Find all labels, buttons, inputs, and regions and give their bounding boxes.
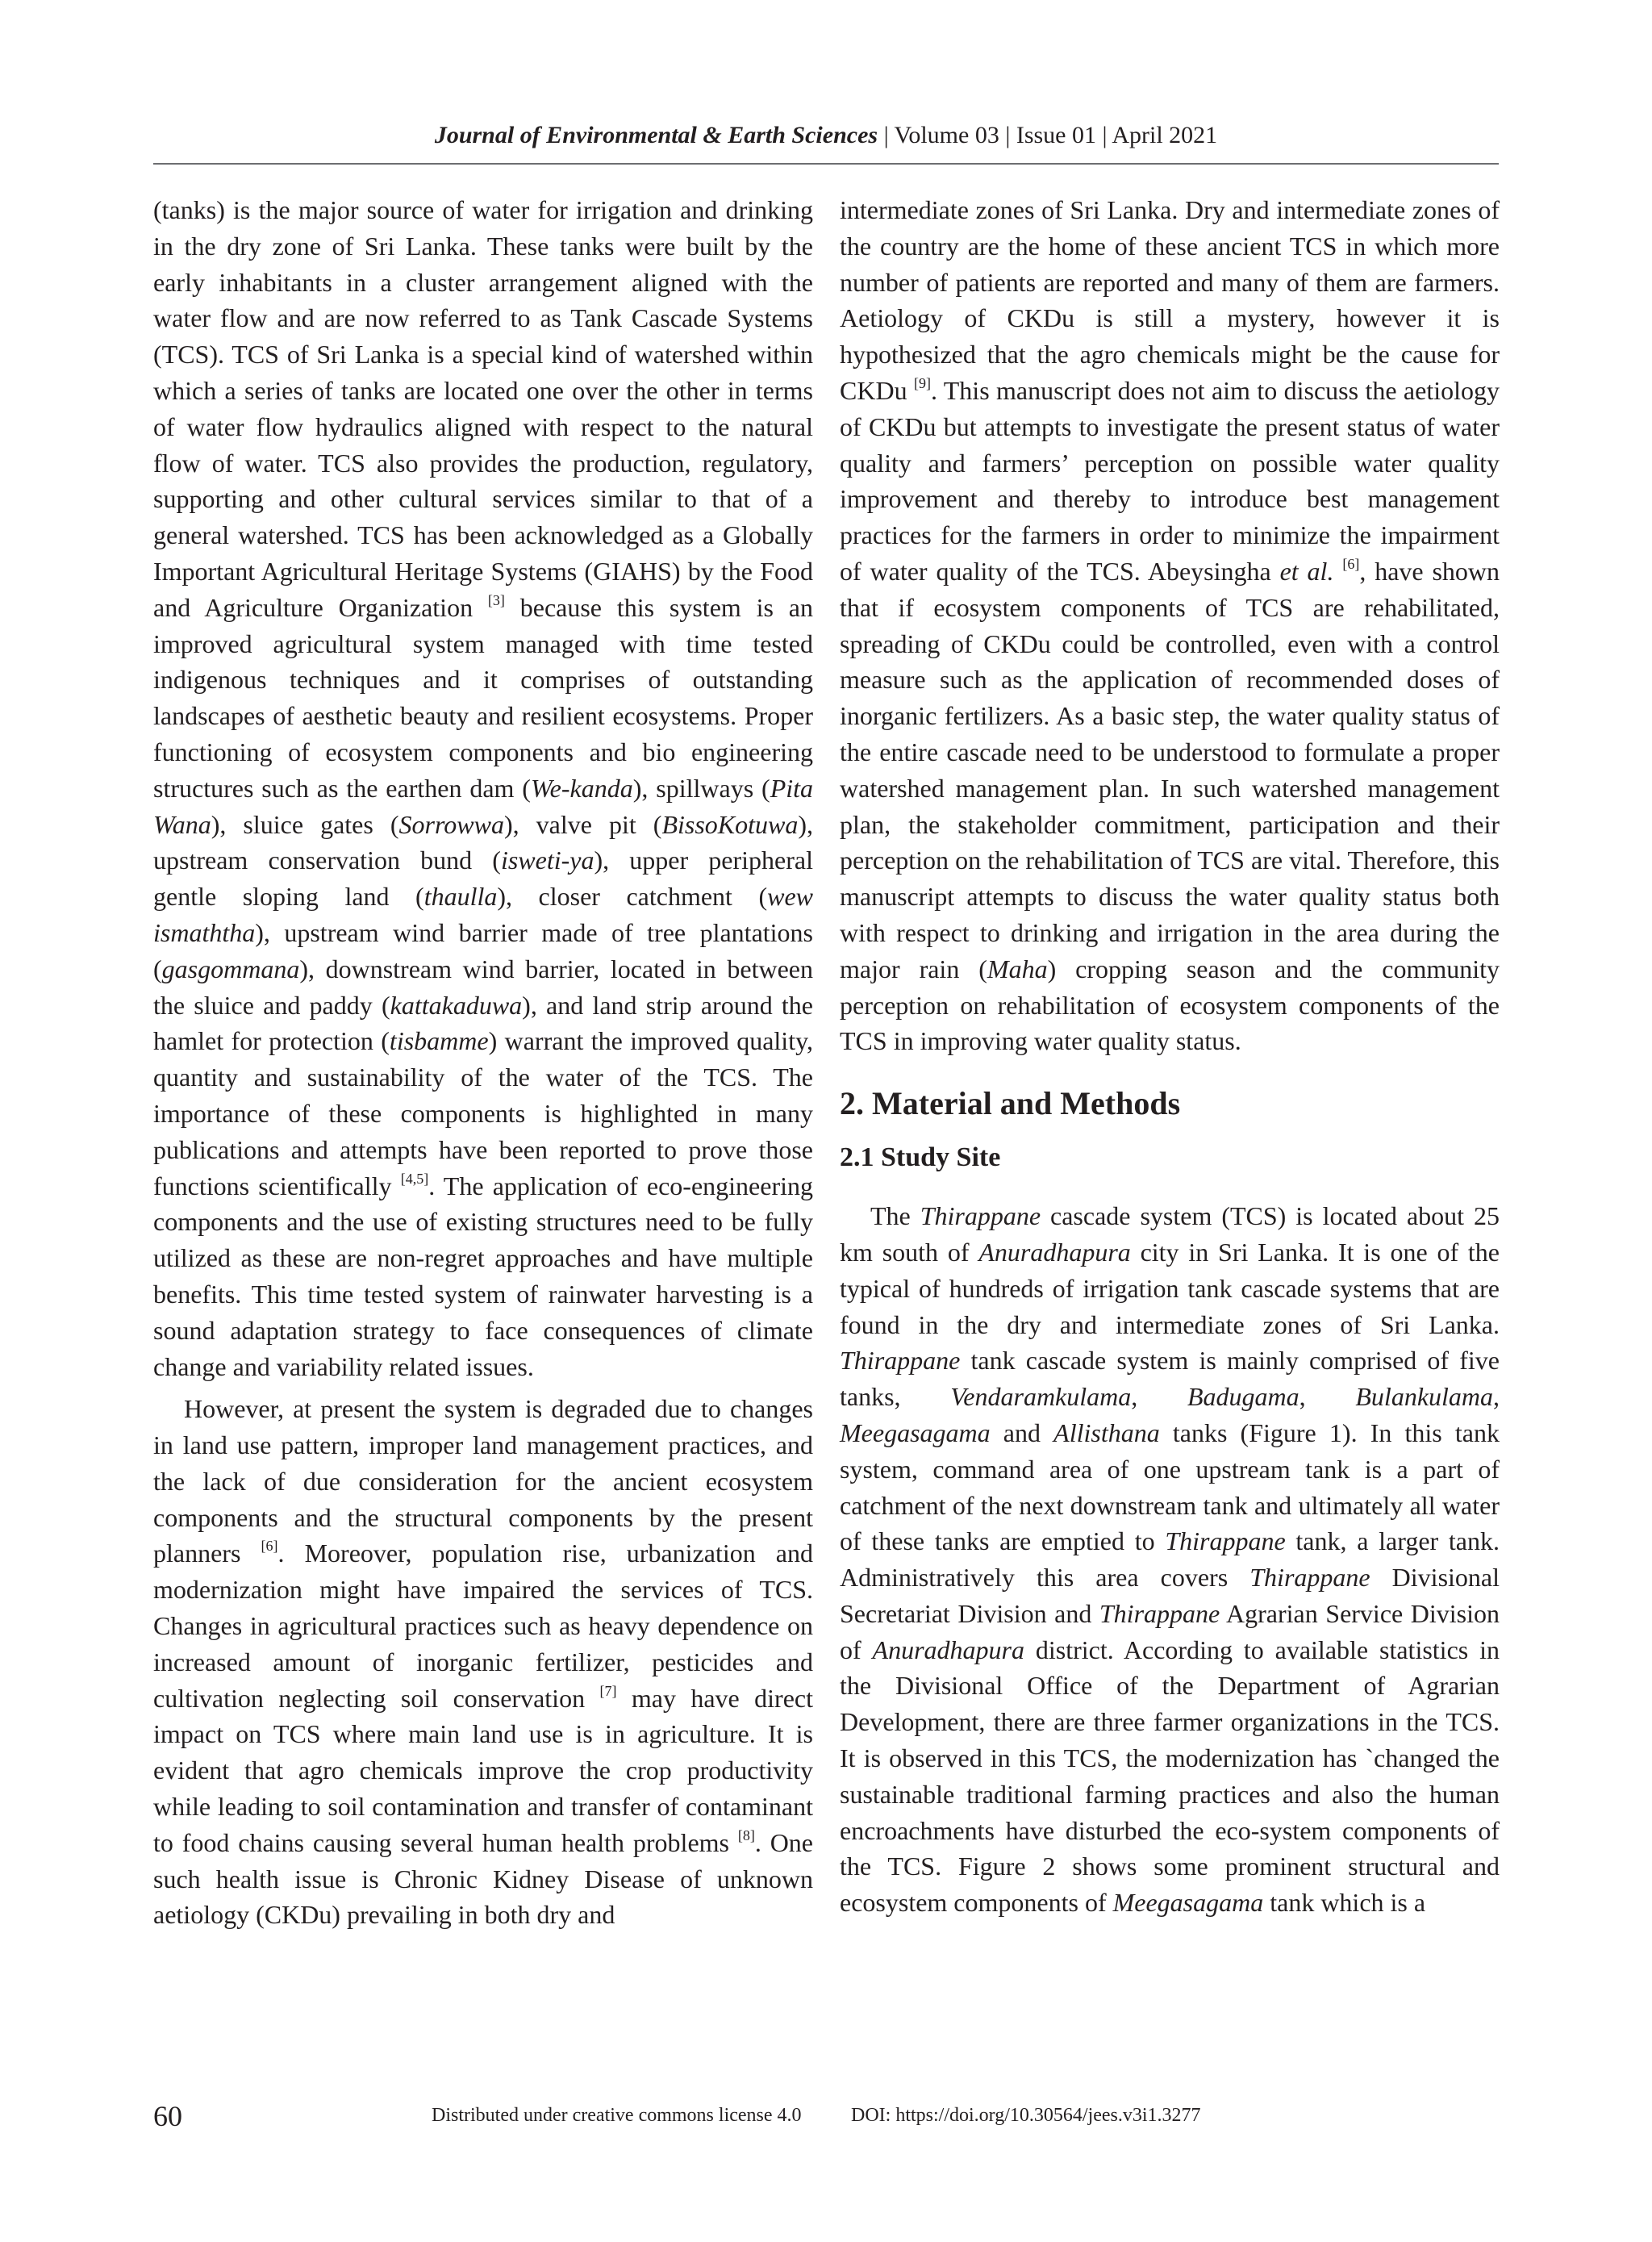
text-run: ), spillways ( [632,773,770,803]
text-run: and [990,1417,1054,1447]
text-run: . This manuscript does not aim to discuss the aetiology of CKDu but attempts to investigate the present status of water quality and farmers’ perception on possible water quality improvement and thereby to introduce best management practices for the farmers in order to minimize the impairment of water quality of the TCS. Abeysingha [840,375,1500,586]
paragraph-system-degradation [153,1391,813,1933]
section-heading: 2. Material and Methods [840,1085,1181,1122]
local-term: thaulla [423,882,498,912]
text-run: (tanks) is the major source of water for irrigation and drinking in the dry zone of Sri Lanka. These tanks were built by the early inhabitants in a cluster arrangement aligned with the water flow and are now referred to as Tank Cascade Systems (TCS). TCS of Sri Lanka is a special kind of watershed within which a series of tanks are located one over the other in terms of water flow hydraulics aligned with respect to the natural flow of water. TCS also provides the production, regulatory, supporting and other cultural services similar to that of a general watershed. TCS has been acknowledged as a Globally Important Agricultural Heritage Systems (GIAHS) by the Food and Agriculture Organization [153,195,813,622]
local-term: Maha [987,954,1048,983]
text-run: ), upstream conservation bund ( [153,809,814,875]
citation: [8] [737,1827,755,1843]
local-term: tisbamme [389,1026,489,1056]
journal-name: Journal of Environmental & Earth Sciences [434,122,878,148]
left-column [153,192,813,1933]
place-name: Vendaramkulama [950,1382,1132,1412]
right-column [840,192,1500,1921]
text-run: . The application of eco-engineering components and the use of existing structures need to be fully utilized as these are non-regret approaches and have multiple benefits. This time tested system of rainwater harvesting is a sound adaptation strategy to face consequences of climate change and variability related issues. [153,1171,813,1381]
text-run: ), upper peripheral gentle sloping land ( [153,845,814,912]
doi-link[interactable]: DOI: https://doi.org/10.30564/jees.v3i1.3277 [851,2105,1201,2126]
text-run: city in Sri Lanka. It is one of the typical of hundreds of irrigation tank cascade systems that are found in the dry and intermediate zones of Sri Lanka. [840,1237,1500,1339]
text-run: ), upstream wind barrier made of tree plantations ( [153,917,813,983]
place-name: Thirappane [1249,1563,1370,1593]
text-run: Agrarian Service Division of [840,1598,1500,1664]
citation: [9] [913,374,931,391]
license-note: Distributed under creative commons license 4.0 [432,2105,802,2126]
place-name: Badugama [1187,1382,1299,1412]
text-run: tank which is a [1263,1888,1426,1918]
citation: [6] [261,1538,278,1555]
text-run: , have shown that if ecosystem components of TCS are rehabilitated, spreading of CKDu could be controlled, even with a control measure such as the application of recommended doses of inorganic fertilizers. As a basic step, the water quality status of the entire cascade need to be understood to formulate a proper watershed management plan. In such watershed management plan, the stakeholder commitment, participation and their perception on the rehabilitation of TCS are vital. Therefore, this manuscript attempts to discuss the water quality status both with respect to drinking and irrigation in the area during the major rain ( [840,556,1500,983]
page-number: 60 [153,2100,182,2132]
paragraph-tcs-overview [153,192,813,1384]
text-run: cascade system (TCS) is located about 25 km south of [840,1201,1500,1267]
text-run: ), closer catchment ( [497,882,768,912]
place-name: Thirappane [1099,1598,1220,1628]
text-run: However, at present the system is degraded due to changes in land use pattern, improper land management practices, and the lack of due consideration for the ancient ecosystem components and the structural components by the present planners [153,1394,813,1568]
local-term: isweti-ya [500,845,594,875]
place-name: Meegasagama [1112,1888,1264,1918]
running-header [153,119,1499,152]
local-term: BissoKotuwa [661,809,799,839]
place-name: Allisthana [1053,1417,1160,1447]
local-term: wew ismaththa [153,882,814,947]
text-run: , [1299,1382,1356,1412]
text-run: ) warrant the improved quality, quantity and sustainability of the water of the TCS. The importance of these components is highlighted in many publications and attempts have been reported to prove those functions scientifically [153,1026,814,1200]
paragraph-study-site [840,1198,1500,1921]
text-run: Divisional Secretariat Division and [840,1563,1500,1628]
local-term: gasgommana [161,954,300,983]
header-rule [153,163,1499,165]
text-run: ), sluice gates ( [211,809,399,839]
local-term: Sorrowwa [398,809,504,839]
et-al: et al. [1279,556,1334,586]
text-run: ), downstream wind barrier, located in between the sluice and paddy ( [153,954,813,1020]
place-name: Thirappane [1165,1526,1286,1556]
place-name: Thirappane [920,1201,1041,1231]
text-run: ), and land strip around the hamlet for protection ( [153,990,814,1056]
text-run: may have direct impact on TCS where main land use is in agriculture. It is evident that agro chemicals improve the crop productivity while leading to soil contamination and transfer of contaminant to food chains causing several human health problems [153,1683,814,1857]
place-name: Thirappane [840,1346,961,1376]
place-name: Anuradhapura [872,1635,1024,1664]
place-name: Bulankulama [1355,1382,1494,1412]
text-run: because this system is an improved agricultural system managed with time tested indigenous techniques and it comprises of outstanding landscapes of aesthetic beauty and resilient ecosystems. Proper functioning of ecosystem components and bio engineering structures such as the earthen dam ( [153,592,814,803]
text-run: intermediate zones of Sri Lanka. Dry and intermediate zones of the country are the home of these ancient TCS in which more number of patients are reported and many of them are farmers. Aetiology of CKDu is still a mystery, however it is hypothesized that the agro chemicals might be the cause for CKDu [840,195,1500,405]
text-run: tanks (Figure 1). In this tank system, command area of one upstream tank is a part of catchment of the next downstream tank and ultimately all water of these tanks are emptied to [840,1417,1500,1556]
text-run: ) cropping season and the community perception on rehabilitation of ecosystem components of the TCS in improving water quality status. [840,954,1500,1056]
text-run: , [1493,1382,1500,1412]
place-name: Anuradhapura [978,1237,1131,1267]
local-term: kattakaduwa [390,990,523,1020]
text-run: ), valve pit ( [503,809,662,839]
citation: [7] [599,1682,617,1699]
text-run: . Moreover, population rise, urbanization and modernization might have impaired the services of TCS. Changes in agricultural practices such as heavy dependence on increased amount of inorganic fertilizer, pesticides and cultivation neglecting soil conservation [153,1539,814,1713]
local-term: Pita Wana [153,773,814,839]
subsection-heading: 2.1 Study Site [840,1142,1001,1173]
text-run: tank, a larger tank. Administratively this area covers [840,1526,1500,1593]
paragraph-ckdu-aims [840,192,1500,1059]
citation: [4,5] [400,1170,429,1187]
text-run: tank cascade system is mainly comprised of five tanks, [840,1346,1500,1412]
issue-info: | Volume 03 | Issue 01 | April 2021 [878,122,1218,148]
citation: [3] [487,591,505,608]
citation: [6] [1342,555,1360,572]
text-run: The [870,1201,920,1231]
local-term: We-kanda [530,773,633,803]
text-run: district. According to available statistics in the Divisional Office of the Department of Agrarian Development, there are three farmer organizations in the TCS. It is observed in this TCS, the modernization has `changed the sustainable traditional farming practices and also the human encroachments have disturbed the eco-system components of the TCS. Figure 2 shows some prominent structural and ecosystem components of [840,1635,1500,1918]
text-run: . One such health issue is Chronic Kidney Disease of unknown aetiology (CKDu) prevailing in both dry and [153,1827,814,1930]
text-run: , [1131,1382,1187,1412]
place-name: Meegasagama [840,1417,991,1447]
